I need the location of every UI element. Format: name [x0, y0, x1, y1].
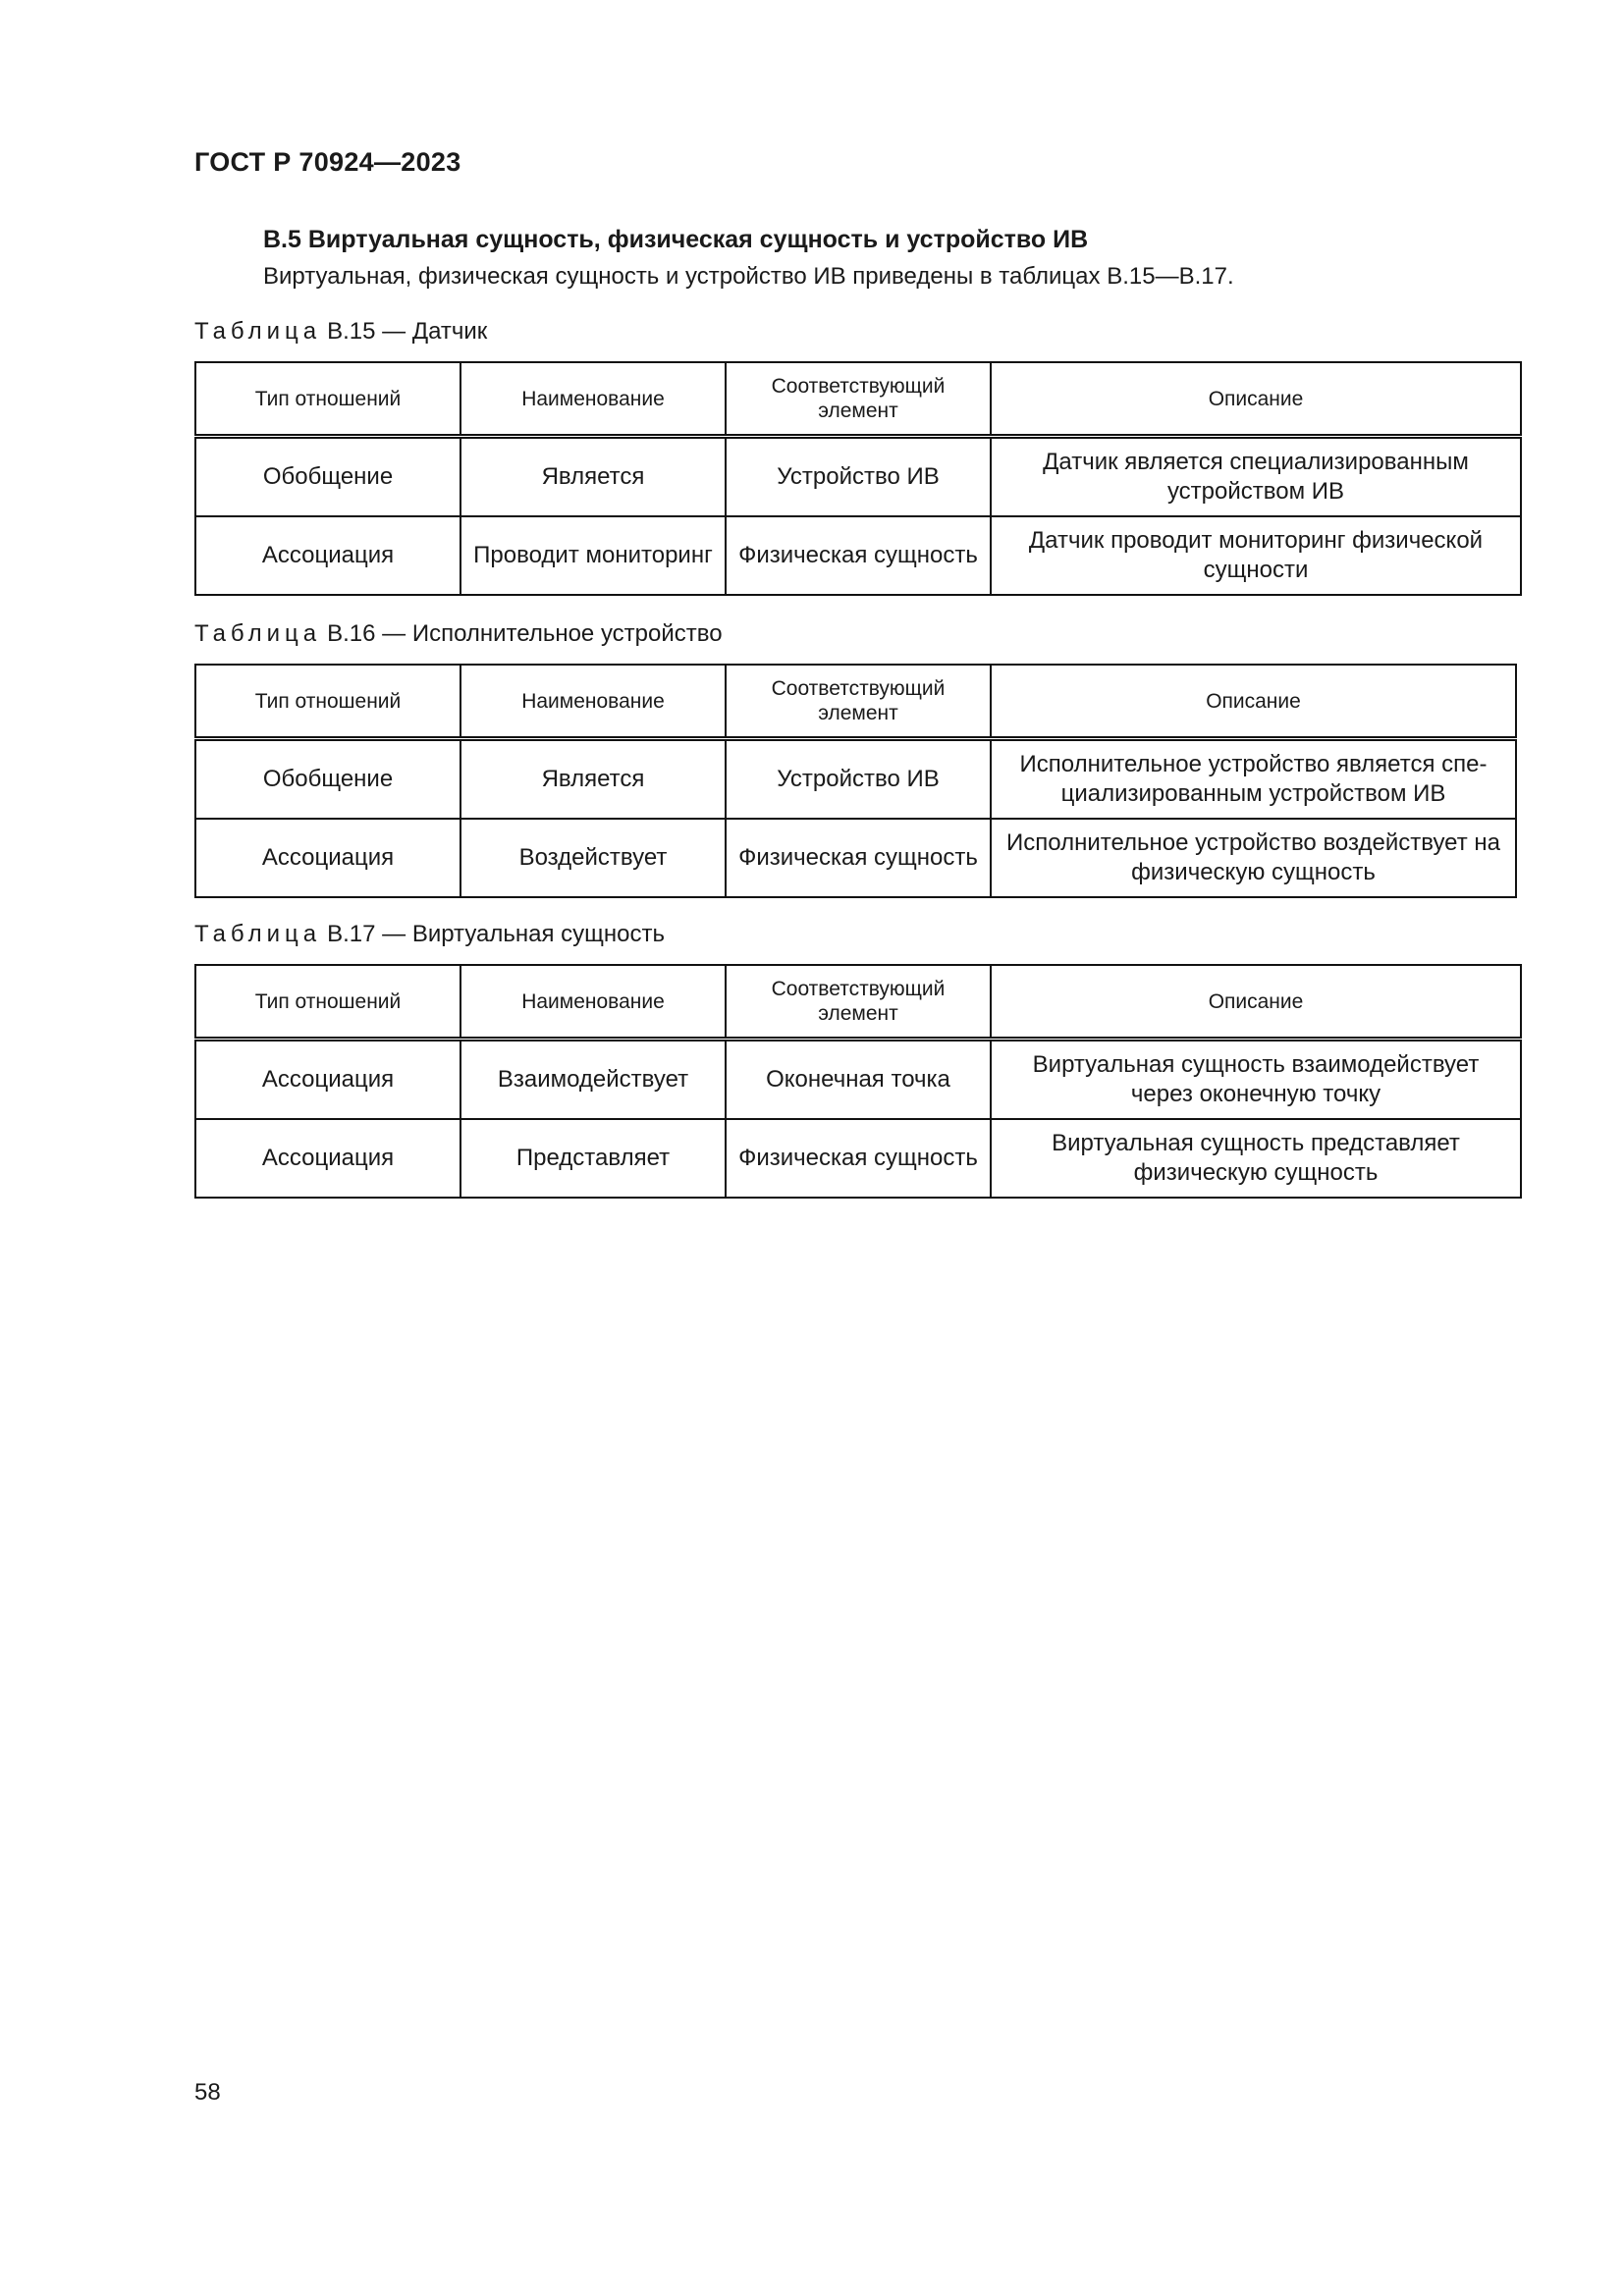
table-caption-b15: [194, 318, 487, 346]
cell-corresponding-element: Оконечная точка: [726, 1040, 991, 1120]
table-caption-b16: [194, 620, 723, 648]
header-relationship-type: Тип отношений: [195, 965, 460, 1040]
cell-description: Исполнительное устройство воздействует на физическую сущность: [991, 819, 1516, 897]
table-header-row: [195, 965, 1521, 1040]
cell-relationship-type: Обобщение: [195, 437, 460, 517]
cell-name: Является: [460, 437, 726, 517]
header-relationship-type: Тип отношений: [195, 362, 460, 437]
header-corresponding-element: Соответствующий элемент: [726, 362, 991, 437]
table-caption-b17: [194, 921, 665, 948]
header-description: Описание: [991, 362, 1521, 437]
cell-description: Виртуальная сущность взаимодействует через оконечную точку: [991, 1040, 1521, 1120]
caption-word: Таблица: [194, 318, 322, 345]
cell-relationship-type: Ассоциация: [195, 516, 460, 595]
cell-name: Проводит мониторинг: [460, 516, 726, 595]
cell-description: Датчик проводит мониторинг физической сущности: [991, 516, 1521, 595]
table-row: [195, 1040, 1521, 1120]
intro-paragraph: Виртуальная, физическая сущность и устройство ИВ приведены в таблицах В.15—В.17.: [263, 263, 1234, 290]
cell-relationship-type: Ассоциация: [195, 1040, 460, 1120]
cell-name: Представляет: [460, 1119, 726, 1198]
caption-text: В.15 — Датчик: [327, 318, 488, 345]
cell-relationship-type: Ассоциация: [195, 1119, 460, 1198]
header-corresponding-element: Соответствующий элемент: [726, 665, 991, 739]
table-b15: [194, 361, 1522, 596]
cell-description: Датчик является специализированным устройством ИВ: [991, 437, 1521, 517]
table-b17: [194, 964, 1522, 1199]
cell-description: Исполнительное устройство является спе-циализированным устройством ИВ: [991, 739, 1516, 820]
table-header-row: [195, 665, 1516, 739]
table-b16: [194, 664, 1517, 898]
table-header-row: [195, 362, 1521, 437]
caption-word: Таблица: [194, 620, 322, 647]
cell-relationship-type: Ассоциация: [195, 819, 460, 897]
table-row: [195, 437, 1521, 517]
header-name: Наименование: [460, 965, 726, 1040]
caption-text: В.16 — Исполнительное устройство: [327, 620, 723, 647]
cell-corresponding-element: Устройство ИВ: [726, 437, 991, 517]
header-description: Описание: [991, 665, 1516, 739]
caption-text: В.17 — Виртуальная сущность: [327, 921, 666, 947]
table-row: [195, 1119, 1521, 1198]
cell-name: Является: [460, 739, 726, 820]
cell-corresponding-element: Устройство ИВ: [726, 739, 991, 820]
header-name: Наименование: [460, 362, 726, 437]
cell-corresponding-element: Физическая сущность: [726, 1119, 991, 1198]
cell-corresponding-element: Физическая сущность: [726, 516, 991, 595]
table-row: [195, 516, 1521, 595]
table-row: [195, 819, 1516, 897]
header-name: Наименование: [460, 665, 726, 739]
cell-corresponding-element: Физическая сущность: [726, 819, 991, 897]
cell-name: Взаимодействует: [460, 1040, 726, 1120]
cell-description: Виртуальная сущность представляет физическую сущность: [991, 1119, 1521, 1198]
section-title: В.5 Виртуальная сущность, физическая сущность и устройство ИВ: [263, 226, 1089, 253]
header-corresponding-element: Соответствующий элемент: [726, 965, 991, 1040]
header-relationship-type: Тип отношений: [195, 665, 460, 739]
table-row: [195, 739, 1516, 820]
cell-relationship-type: Обобщение: [195, 739, 460, 820]
header-description: Описание: [991, 965, 1521, 1040]
document-header: ГОСТ Р 70924—2023: [194, 147, 461, 177]
cell-name: Воздействует: [460, 819, 726, 897]
caption-word: Таблица: [194, 921, 322, 947]
page-number: 58: [194, 2079, 221, 2106]
